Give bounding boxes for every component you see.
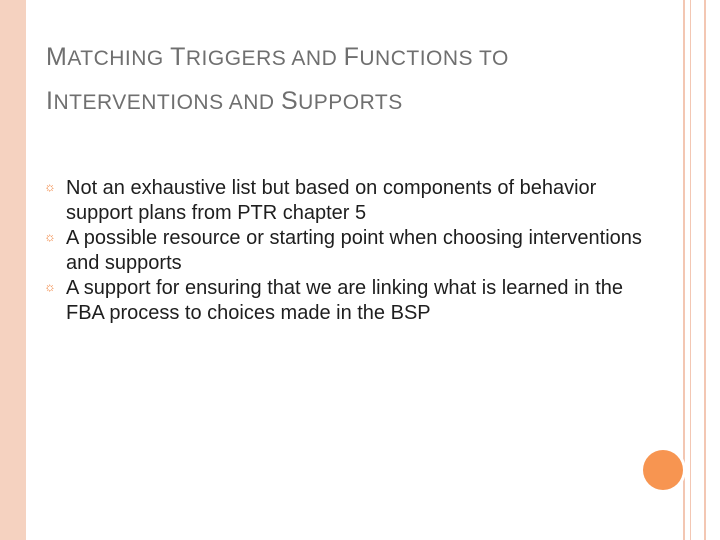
title-word: ATCHING <box>67 47 171 70</box>
left-border-decoration <box>0 0 26 540</box>
title-word: NTERVENTIONS AND <box>53 91 281 114</box>
bullet-text: A support for ensuring that we are linking what is learned in the FBA process to choices made in the BSP <box>66 277 623 324</box>
title-cap: T <box>170 43 186 71</box>
list-item <box>44 226 644 276</box>
title-line-2 <box>46 80 666 124</box>
sun-icon: ☼ <box>44 279 56 294</box>
bullet-list <box>44 176 644 326</box>
bullet-text: A possible resource or starting point when choosing interventions and supports <box>66 227 642 274</box>
title-word: UPPORTS <box>298 91 403 114</box>
orange-circle-decoration <box>640 447 686 493</box>
right-rule-decoration <box>704 0 706 540</box>
right-rule-decoration <box>690 0 691 540</box>
slide-title <box>46 36 666 124</box>
title-line-1 <box>46 36 666 80</box>
list-item <box>44 176 644 226</box>
title-cap: F <box>343 43 360 71</box>
title-cap: M <box>46 43 68 71</box>
bullet-text: Not an exhaustive list but based on components of behavior support plans from PTR chapter 5 <box>66 177 597 224</box>
title-word: UNCTIONS TO <box>359 47 509 70</box>
title-cap: S <box>280 87 299 115</box>
title-word: RIGGERS AND <box>185 47 344 70</box>
list-item <box>44 276 644 326</box>
sun-icon: ☼ <box>44 179 56 194</box>
title-cap: I <box>46 87 54 115</box>
sun-icon: ☼ <box>44 229 56 244</box>
